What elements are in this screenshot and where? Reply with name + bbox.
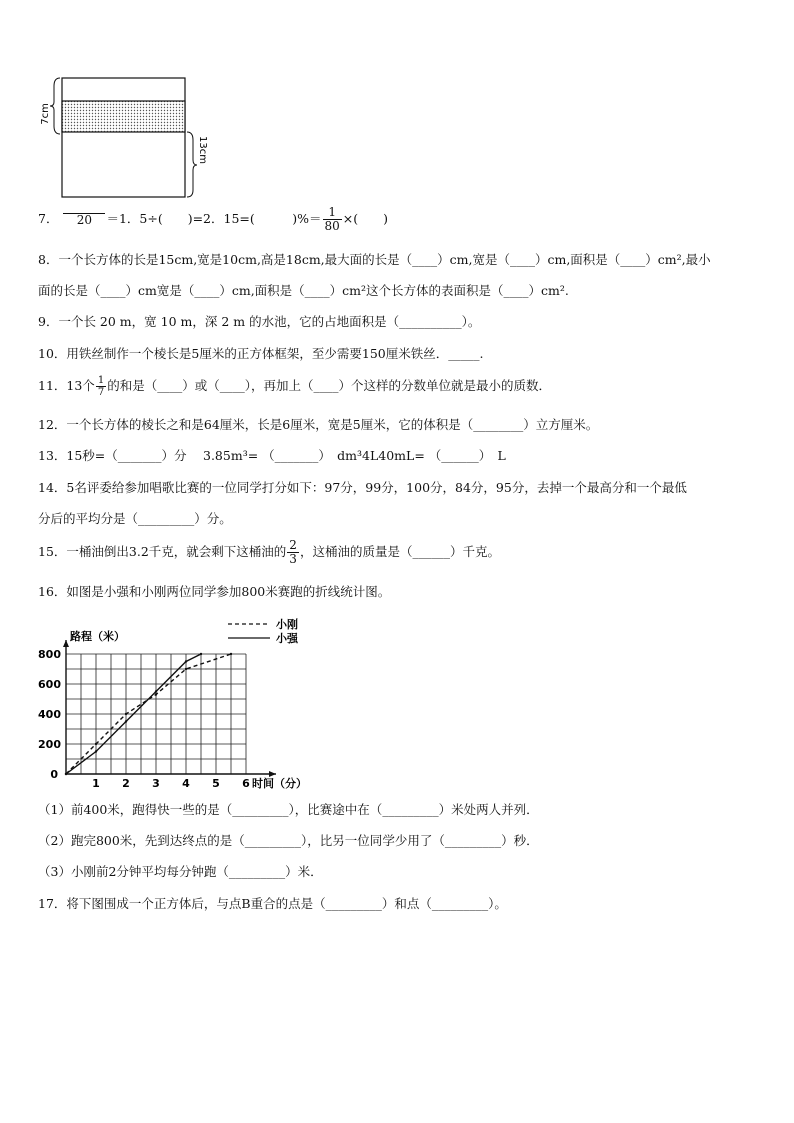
question-14-line-2: 分后的平均分是（_________）分。 bbox=[38, 511, 232, 526]
question-16-intro: 16．如图是小强和小刚两位同学参加800米赛跑的折线统计图。 bbox=[38, 584, 391, 599]
y-tick-label: 200 bbox=[38, 738, 61, 751]
q11-post: 的和是（____）或（____），再加上（____）个这样的分数单位就是最小的质数． bbox=[107, 378, 551, 393]
question-12: 12．一个长方体的棱长之和是64厘米，长是6厘米，宽是5厘米，它的体积是（________）立方厘米。 bbox=[38, 417, 599, 432]
q15-post: ，这桶油的质量是（______）千克。 bbox=[299, 544, 500, 559]
question-10: 10．用铁丝制作一个棱长是5厘米的正方体框架，至少需要150厘米铁丝．_____. bbox=[38, 346, 484, 361]
question-15 bbox=[38, 538, 500, 566]
data-point bbox=[200, 653, 202, 655]
data-point bbox=[95, 743, 97, 745]
rectangle-figure bbox=[34, 76, 214, 202]
data-point bbox=[95, 750, 97, 752]
q11-pre: 11．13个 bbox=[38, 378, 95, 393]
left-brace bbox=[50, 78, 60, 134]
y-tick-label: 400 bbox=[38, 708, 61, 721]
legend-label: 小刚 bbox=[276, 618, 298, 631]
q11-frac-num: 1 bbox=[97, 375, 105, 386]
origin-label: 0 bbox=[50, 768, 58, 781]
q7-frac1-den: 20 bbox=[76, 212, 93, 227]
data-point bbox=[125, 720, 127, 722]
x-tick-label: 5 bbox=[212, 777, 220, 790]
data-point bbox=[185, 660, 187, 662]
q15-frac-num: 2 bbox=[289, 538, 297, 552]
question-8-line-1: 8．一个长方体的长是15cm,宽是10cm,高是18cm,最大面的长是（____）cm,宽是（____）cm,面积是（____）cm²,最小 bbox=[38, 252, 711, 267]
x-tick-label: 3 bbox=[152, 777, 160, 790]
question-16-sub-1: （1）前400米，跑得快一些的是（_________），比赛途中在（_________）米处两人并列． bbox=[38, 802, 539, 817]
q7-fraction-1 bbox=[63, 213, 105, 227]
x-tick-label: 2 bbox=[122, 777, 130, 790]
q7-frac2-num: 1 bbox=[323, 206, 342, 220]
y-axis-label: 路程（米） bbox=[70, 630, 125, 643]
question-17: 17．将下图围成一个正方体后，与点B重合的点是（_________）和点（_________）。 bbox=[38, 896, 507, 911]
q7-tail: ×( ) bbox=[342, 211, 389, 226]
y-tick-label: 600 bbox=[38, 678, 61, 691]
label-13cm: 13cm bbox=[197, 136, 208, 164]
q15-pre: 15．一桶油倒出3.2千克，就会剩下这桶油的 bbox=[38, 544, 287, 559]
q7-number: 7． bbox=[38, 211, 59, 226]
label-7cm: 7cm bbox=[40, 103, 51, 125]
question-14-line-1: 14．5名评委给参加唱歌比赛的一位同学打分如下：97分，99分，100分，84分，95分，去掉一个最高分和一个最低 bbox=[38, 480, 687, 495]
data-point bbox=[155, 690, 157, 692]
q11-fraction bbox=[96, 375, 106, 398]
outer-rectangle bbox=[62, 78, 185, 197]
q7-frac2-den: 80 bbox=[324, 219, 340, 233]
q7-fraction-2 bbox=[323, 206, 342, 233]
data-point bbox=[185, 668, 187, 670]
y-axis-arrow bbox=[63, 640, 69, 647]
q7-mid: ＝1．5÷( )=2．15=( )%＝ bbox=[106, 211, 322, 226]
x-tick-label: 1 bbox=[92, 777, 100, 790]
question-13: 13．15秒=（_______）分 3.85m³= （_______） dm³4L40mL= （______） L bbox=[38, 448, 506, 463]
question-16-sub-3: （3）小刚前2分钟平均每分钟跑（_________）米． bbox=[38, 864, 323, 879]
right-brace bbox=[187, 132, 197, 197]
x-tick-label: 6 bbox=[242, 777, 250, 790]
data-point bbox=[230, 653, 232, 655]
question-11 bbox=[38, 373, 551, 399]
data-point bbox=[125, 713, 127, 715]
question-8-line-2: 面的长是（____）cm宽是（____）cm,面积是（____）cm²这个长方体的表面积是（____）cm². bbox=[38, 283, 569, 298]
q15-frac-den: 3 bbox=[289, 552, 297, 566]
x-tick-label: 4 bbox=[182, 777, 190, 790]
data-point bbox=[65, 773, 67, 775]
distance-time-line-chart bbox=[30, 614, 330, 794]
legend-label: 小强 bbox=[276, 632, 298, 645]
q11-frac-den: 7 bbox=[97, 387, 105, 398]
q15-fraction bbox=[287, 539, 299, 566]
y-tick-label: 800 bbox=[38, 648, 61, 661]
question-16-sub-2: （2）跑完800米，先到达终点的是（_________），比另一位同学少用了（_________）秒． bbox=[38, 833, 539, 848]
question-7 bbox=[38, 206, 388, 233]
data-point bbox=[155, 693, 157, 695]
x-axis-label: 时间（分） bbox=[252, 777, 307, 790]
question-9: 9．一个长 20 m，宽 10 m，深 2 m 的水池，它的占地面积是（__________）。 bbox=[38, 314, 481, 329]
shaded-band bbox=[62, 101, 185, 132]
